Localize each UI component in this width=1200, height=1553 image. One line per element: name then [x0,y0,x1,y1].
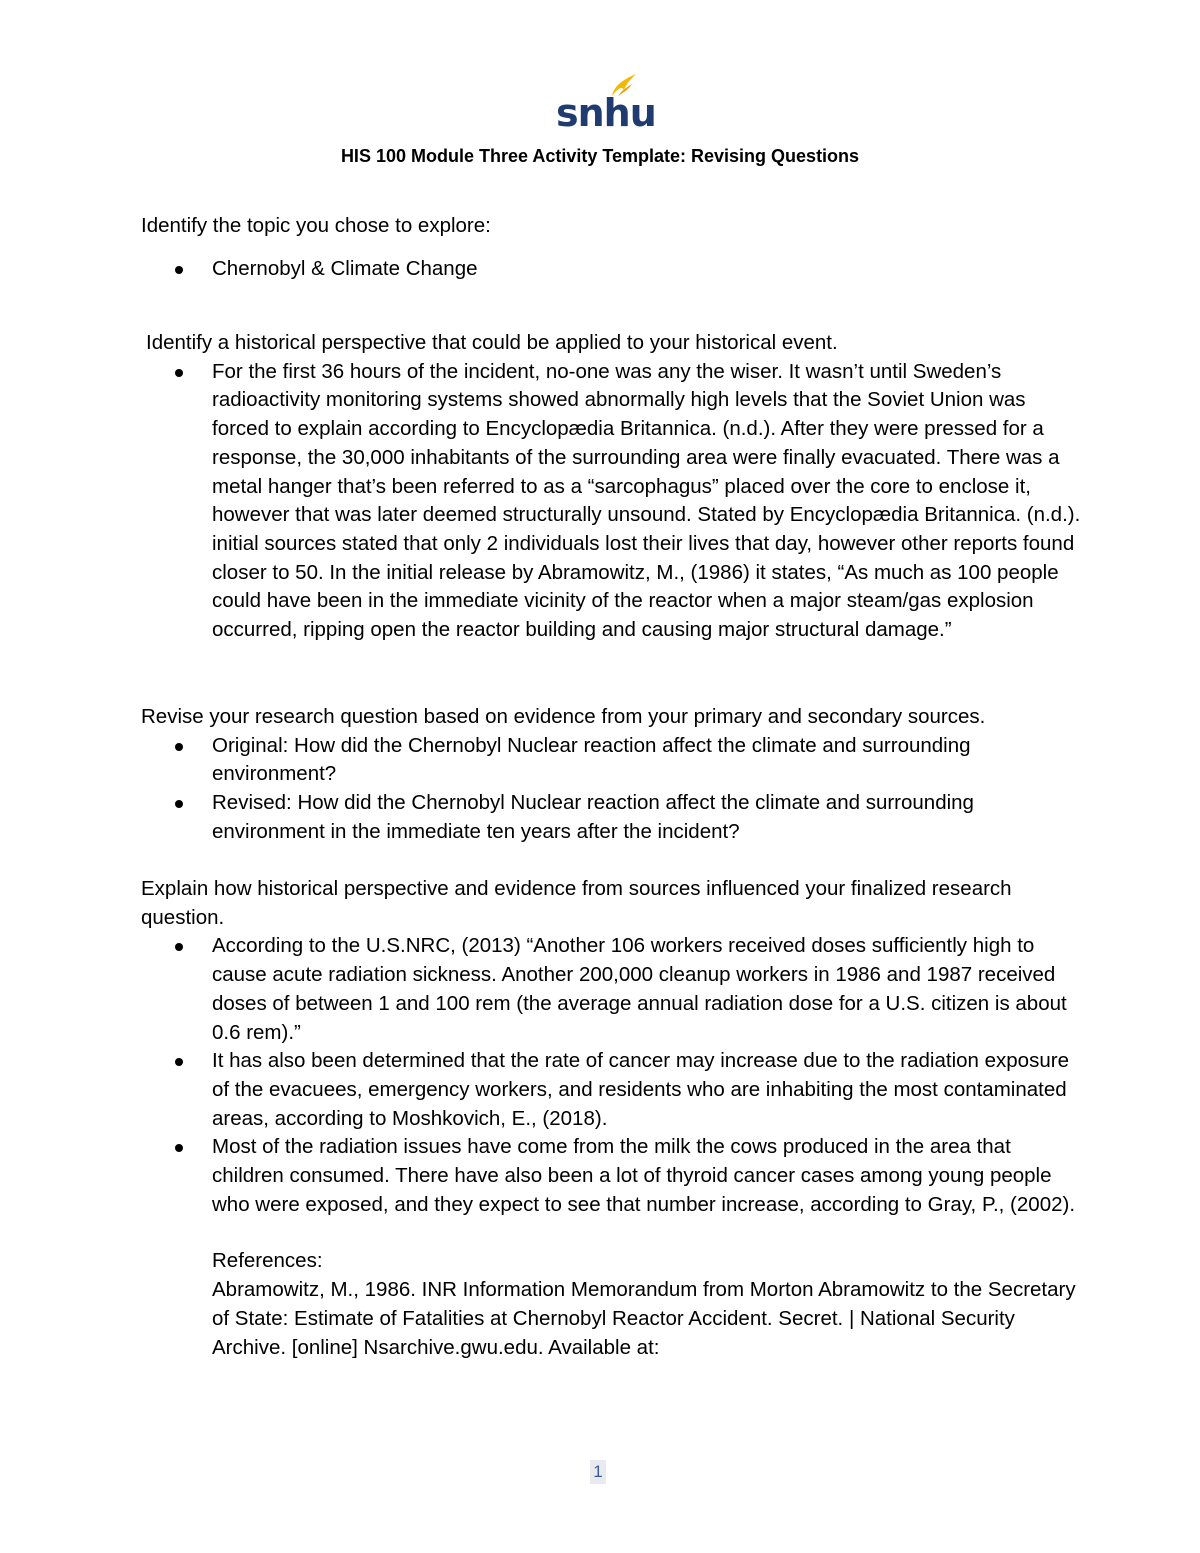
page-number: 1 [590,1460,606,1484]
snhu-logo [556,70,656,135]
list-item: Revised: How did the Chernobyl Nuclear reaction affect the climate and surrounding environment in the immediate ten years after the incident? [141,789,1081,846]
list-item: For the first 36 hours of the incident, no-one was any the wiser. It wasn’t until Sweden’s radioactivity monitoring systems showed abnormally high levels that the Soviet Union was forced to explain according to Encyclopædia Britannica. (n.d.). After they were pressed for a response, the 30,000 inhabitants of the surrounding area were finally evacuated. There was a metal hanger that’s been referred to as a “sarcophagus” placed over the core to enclose it, however that was later deemed structurally unsound. Stated by Encyclopædia Britannica. (n.d.). initial sources stated that only 2 individuals lost their lives that day, however other reports found closer to 50. In the initial release by Abramowitz, M., (1986) it states, “As much as 100 people could have been in the immediate vicinity of the reactor when a major steam/gas explosion occurred, ripping open the reactor building and causing major structural damage.” [141,358,1081,645]
list-item: According to the U.S.NRC, (2013) “Another 106 workers received doses sufficiently high to cause acute radiation sickness. Another 200,000 cleanup workers in 1986 and 1987 received doses of between 1 and 100 rem (the average annual radiation dose for a U.S. citizen is about 0.6 rem).” [141,932,1081,1047]
list-item: Original: How did the Chernobyl Nuclear reaction affect the climate and surrounding environment? [141,732,1081,789]
explain-section [141,875,1081,1362]
list-item: It has also been determined that the rate of cancer may increase due to the radiation exposure of the evacuees, emergency workers, and residents who are inhabiting the most contaminated areas, according to Moshkovich, E., (2018). [141,1047,1081,1133]
logo-text: snhu [556,91,656,135]
explain-bullets [141,932,1081,1219]
document-title: HIS 100 Module Three Activity Template: Revising Questions [340,146,860,166]
references-heading: References: [212,1249,323,1273]
revise-section [141,703,1081,847]
topic-section [141,212,1081,283]
topic-bullets [141,255,1081,284]
reference-entry: Abramowitz, M., 1986. INR Information Memorandum from Morton Abramowitz to the Secretary of State: Estimate of Fatalities at Chernobyl Reactor Accident. Secret. | National Security Archive. [online] Nsarchive.gwu.edu. Available at: [212,1278,1076,1359]
revise-bullets [141,732,1081,847]
perspective-section [146,329,1081,645]
references-block [141,1247,1081,1362]
revise-question: Revise your research question based on evidence from your primary and secondary sources. [141,705,986,728]
perspective-question: Identify a historical perspective that could be applied to your historical event. [146,331,838,354]
explain-question: Explain how historical perspective and evidence from sources influenced your finalized research question. [141,877,1012,929]
list-item: Most of the radiation issues have come from the milk the cows produced in the area that children consumed. There have also been a lot of thyroid cancer cases among young people who were exposed, and they expect to see that number increase, according to Gray, P., (2002). [141,1133,1081,1219]
topic-question: Identify the topic you chose to explore: [141,214,491,237]
perspective-bullets [141,358,1081,645]
list-item: Chernobyl & Climate Change [141,255,1081,284]
